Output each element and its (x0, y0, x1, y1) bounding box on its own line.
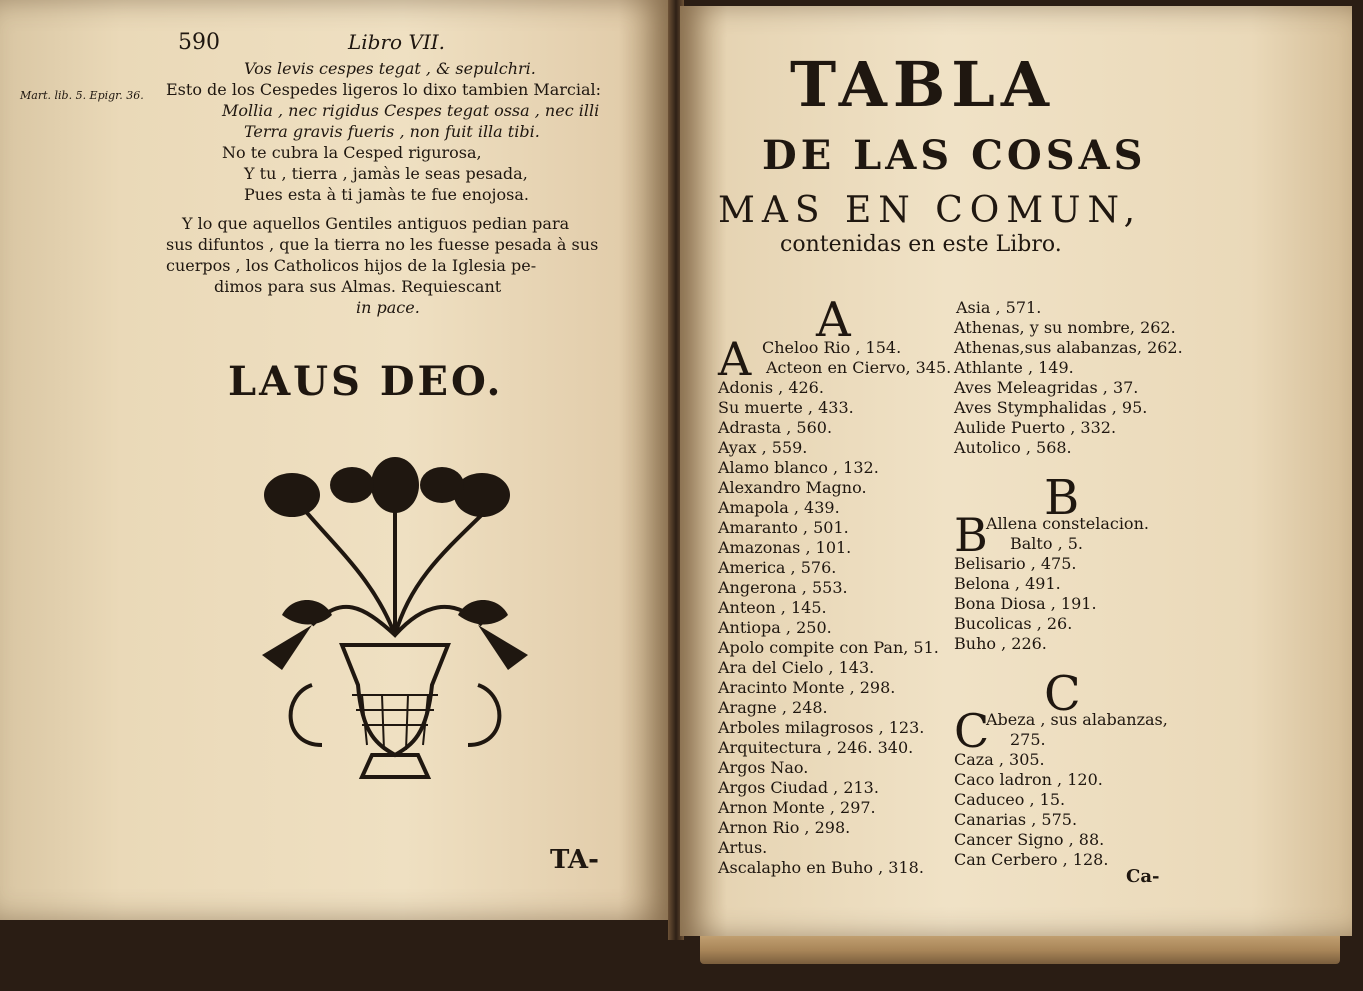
section-letter-c: C (1044, 666, 1081, 722)
index-entry: Caco ladron , 120. (954, 770, 1103, 789)
text-line: sus difuntos , que la tierra no les fuesse pesada à sus (166, 235, 599, 254)
text-line: dimos para sus Almas. Requiescant (214, 277, 502, 296)
index-entry: Su muerte , 433. (718, 398, 854, 417)
index-entry: Bucolicas , 26. (954, 614, 1073, 633)
index-entry: 275. (1010, 730, 1046, 749)
text-line: in pace. (356, 298, 420, 317)
index-entry: Adonis , 426. (718, 378, 824, 397)
running-head: Libro VII. (348, 30, 446, 54)
text-line: cuerpos , los Catholicos hijos de la Iglesia pe- (166, 256, 537, 275)
index-entry: Athenas,sus alabanzas, 262. (954, 338, 1183, 357)
index-entry: Arnon Rio , 298. (718, 818, 851, 837)
index-entry: Athlante , 149. (954, 358, 1074, 377)
dropcap-b: B (954, 508, 988, 562)
index-entry: Abeza , sus alabanzas, (986, 710, 1168, 729)
index-entry: Asia , 571. (956, 298, 1042, 317)
index-entry: Amazonas , 101. (718, 538, 852, 557)
text-line: Esto de los Cespedes ligeros lo dixo tambien Marcial: (166, 80, 602, 99)
index-entry: Antiopa , 250. (718, 618, 832, 637)
index-entry: Allena constelacion. (986, 514, 1149, 533)
vase-ornament-icon (252, 455, 538, 785)
index-entry: Adrasta , 560. (718, 418, 833, 437)
index-entry: Ayax , 559. (718, 438, 808, 457)
index-entry: Aves Meleagridas , 37. (954, 378, 1139, 397)
index-entry: Belona , 491. (954, 574, 1061, 593)
index-entry: Aragne , 248. (718, 698, 828, 717)
index-entry: Athenas, y su nombre, 262. (954, 318, 1176, 337)
right-page (680, 6, 1352, 936)
index-entry: Bona Diosa , 191. (954, 594, 1097, 613)
index-entry: Arquitectura , 246. 340. (718, 738, 914, 757)
index-entry: Buho , 226. (954, 634, 1047, 653)
index-entry: Cheloo Rio , 154. (762, 338, 902, 357)
index-entry: Autolico , 568. (954, 438, 1072, 457)
index-entry: Caduceo , 15. (954, 790, 1066, 809)
index-entry: Angerona , 553. (718, 578, 848, 597)
verse-line: Terra gravis fueris , non fuit illa tibi. (244, 122, 540, 141)
verse-line: Pues esta à ti jamàs te fue enojosa. (244, 185, 529, 204)
index-entry: Artus. (718, 838, 768, 857)
verse-line: Y tu , tierra , jamàs le seas pesada, (244, 164, 528, 183)
index-subtitle: contenidas en este Libro. (780, 232, 1062, 257)
left-page (0, 0, 672, 920)
index-entry: America , 576. (718, 558, 837, 577)
index-entry: Cancer Signo , 88. (954, 830, 1105, 849)
dropcap-a: A (718, 332, 752, 386)
section-letter-a: A (816, 292, 851, 348)
index-subtitle: DE LAS COSAS (762, 132, 1147, 179)
index-entry: Arnon Monte , 297. (718, 798, 876, 817)
page-number: 590 (178, 30, 220, 55)
index-entry: Aves Stymphalidas , 95. (954, 398, 1148, 417)
catchword: TA- (550, 845, 599, 875)
index-entry: Alamo blanco , 132. (718, 458, 879, 477)
index-entry: Aracinto Monte , 298. (718, 678, 896, 697)
index-subtitle: MAS EN COMUN, (718, 190, 1143, 231)
index-title: TABLA (790, 48, 1055, 121)
index-entry: Argos Ciudad , 213. (718, 778, 879, 797)
verse-line: Mollia , nec rigidus Cespes tegat ossa , nec illi (222, 101, 600, 120)
index-entry: Acteon en Ciervo, 345. (766, 358, 952, 377)
laus-deo-heading: LAUS DEO. (228, 358, 504, 405)
catchword: Ca- (1126, 866, 1160, 887)
index-entry: Can Cerbero , 128. (954, 850, 1109, 869)
index-entry: Arboles milagrosos , 123. (718, 718, 925, 737)
index-entry: Argos Nao. (718, 758, 809, 777)
index-entry: Caza , 305. (954, 750, 1045, 769)
index-entry: Balto , 5. (1010, 534, 1083, 553)
section-letter-b: B (1044, 470, 1080, 526)
index-entry: Belisario , 475. (954, 554, 1077, 573)
margin-note: Mart. lib. 5. Epigr. 36. (20, 89, 144, 102)
verse-line: No te cubra la Cesped rigurosa, (222, 143, 482, 162)
index-entry: Alexandro Magno. (718, 478, 867, 497)
index-entry: Apolo compite con Pan, 51. (718, 638, 939, 657)
index-entry: Ara del Cielo , 143. (718, 658, 875, 677)
dropcap-c: C (954, 704, 990, 758)
index-entry: Amapola , 439. (718, 498, 840, 517)
index-entry: Ascalapho en Buho , 318. (718, 858, 924, 877)
verse-line: Vos levis cespes tegat , & sepulchri. (244, 59, 536, 78)
index-entry: Amaranto , 501. (718, 518, 849, 537)
index-entry: Aulide Puerto , 332. (954, 418, 1117, 437)
index-entry: Canarias , 575. (954, 810, 1078, 829)
text-line: Y lo que aquellos Gentiles antiguos pedian para (182, 214, 570, 233)
index-entry: Anteon , 145. (718, 598, 827, 617)
